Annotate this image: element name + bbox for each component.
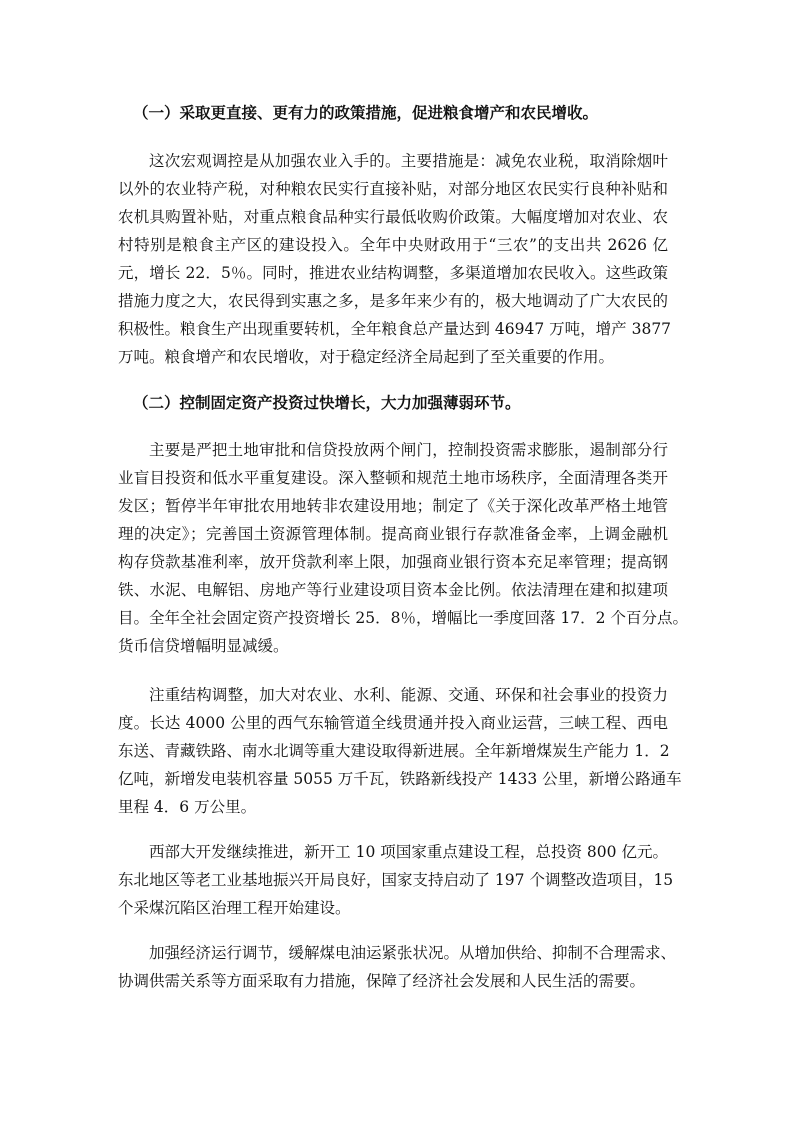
paragraph-line: 元，增长 22．5％。同时，推进农业结构调整，多渠道增加农民收入。这些政策 xyxy=(118,264,668,282)
section-2-heading xyxy=(118,389,668,417)
paragraph-line: 铁、水泥、电解铝、房地产等行业建设项目资本金比例。依法清理在建和拟建项 xyxy=(118,581,668,599)
heading-text: （一）采取更直接、更有力的政策措施，促进粮食增产和农民增收。 xyxy=(133,103,599,122)
paragraph-line: 以外的农业特产税，对种粮农民实行直接补贴，对部分地区农民实行良种补贴和 xyxy=(118,180,668,198)
paragraph-line: 理的决定》；完善国土资源管理体制。提高商业银行存款准备金率，上调金融机 xyxy=(118,525,668,543)
paragraph-line: 货币信贷增幅明显减缓。 xyxy=(118,637,289,655)
paragraph-line: 农机具购置补贴，对重点粮食品种实行最低收购价政策。大幅度增加对农业、农 xyxy=(118,208,668,226)
paragraph-line: 个采煤沉陷区治理工程开始建设。 xyxy=(118,899,351,917)
paragraph-line: 主要是严把土地审批和信贷投放两个闸门，控制投资需求膨胀，遏制部分行 xyxy=(149,441,668,459)
paragraph xyxy=(118,436,688,660)
paragraph-line: 积极性。粮食生产出现重要转机，全年粮食总产量达到 46947 万吨，增产 3877 xyxy=(118,320,672,338)
paragraph-line: 目。全年全社会固定资产投资增长 25．8％，增幅比一季度回落 17．2 个百分点。 xyxy=(118,609,688,627)
paragraph xyxy=(118,147,672,371)
paragraph xyxy=(118,681,682,821)
paragraph-line: 发区；暂停半年审批农用地转非农建设用地；制定了《关于深化改革严格土地管 xyxy=(118,497,668,515)
paragraph-line: 度。长达 4000 公里的西气东输管道全线贯通并投入商业运营，三峡工程、西电 xyxy=(118,714,668,732)
paragraph-line: 东北地区等老工业基地振兴开局良好，国家支持启动了 197 个调整改造项目，15 xyxy=(118,871,674,889)
paragraph-line: 西部大开发继续推进，新开工 10 项国家重点建设工程，总投资 800 亿元。 xyxy=(149,843,668,861)
paragraph-line: 村特别是粮食主产区的建设投入。全年中央财政用于“三农”的支出共 2626 亿 xyxy=(118,236,668,254)
paragraph-line: 注重结构调整，加大对农业、水利、能源、交通、环保和社会事业的投资力 xyxy=(149,686,668,704)
paragraph-line: 协调供需关系等方面采取有力措施，保障了经济社会发展和人民生活的需要。 xyxy=(118,972,646,990)
paragraph-line: 业盲目投资和低水平重复建设。深入整顿和规范土地市场秩序，全面清理各类开 xyxy=(118,469,668,487)
paragraph-line: 这次宏观调控是从加强农业入手的。主要措施是：减免农业税，取消除烟叶 xyxy=(149,152,668,170)
paragraph-line: 措施力度之大，农民得到实惠之多，是多年来少有的，极大地调动了广大农民的 xyxy=(118,292,668,310)
paragraph-line: 亿吨，新增发电装机容量 5055 万千瓦，铁路新线投产 1433 公里，新增公路通车 xyxy=(118,770,682,788)
paragraph xyxy=(118,838,674,922)
section-1-heading xyxy=(118,99,668,127)
paragraph xyxy=(118,939,677,995)
heading-text: （二）控制固定资产投资过快增长，大力加强薄弱环节。 xyxy=(133,393,521,412)
paragraph-line: 加强经济运行调节，缓解煤电油运紧张状况。从增加供给、抑制不合理需求、 xyxy=(149,944,677,962)
paragraph-line: 里程 4．6 万公里。 xyxy=(118,798,257,816)
paragraph-line: 万吨。粮食增产和农民增收，对于稳定经济全局起到了至关重要的作用。 xyxy=(118,348,615,366)
paragraph-line: 东送、青藏铁路、南水北调等重大建设取得新进展。全年新增煤炭生产能力 1．2 xyxy=(118,742,670,760)
paragraph-line: 构存贷款基准利率，放开贷款利率上限，加强商业银行资本充足率管理；提高钢 xyxy=(118,553,668,571)
